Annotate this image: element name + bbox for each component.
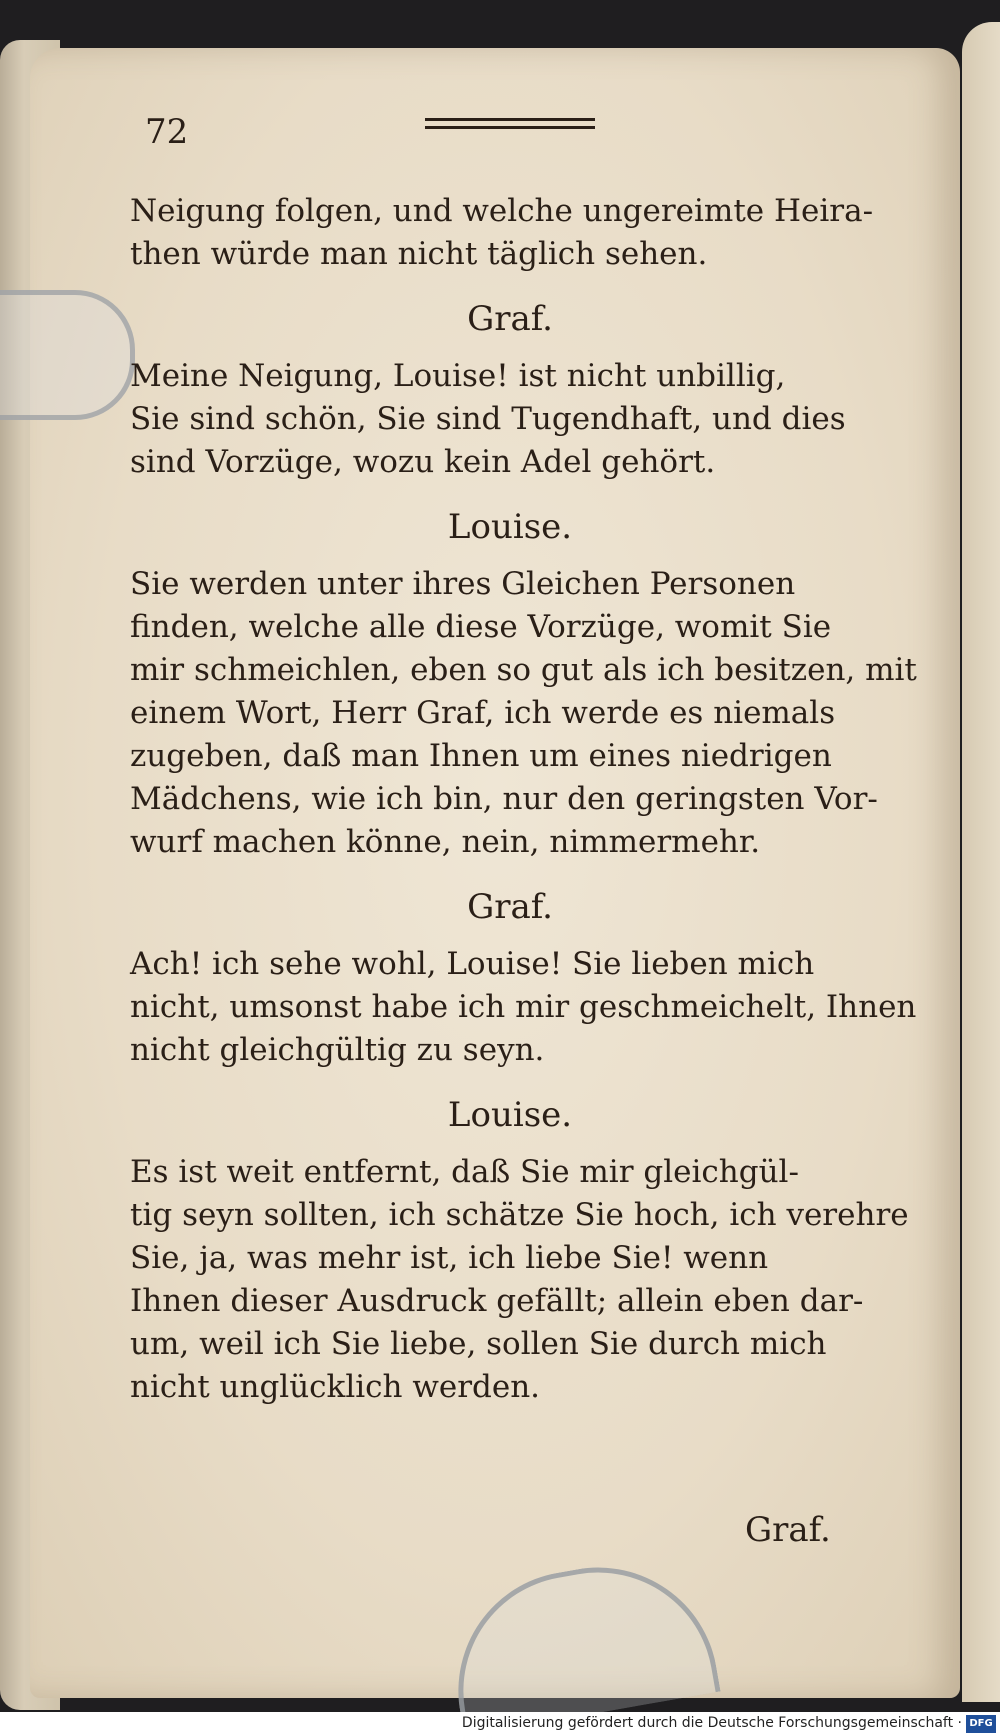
speaker-name: Louise.	[447, 1095, 573, 1135]
text-line: nicht gleichgültig zu seyn.	[130, 1032, 545, 1068]
catchword: Graf.	[745, 1510, 831, 1550]
text-line: nicht unglücklich werden.	[130, 1369, 541, 1405]
next-page-edge	[962, 22, 1000, 1702]
speaker-name: Louise.	[447, 507, 573, 547]
text-line: einem Wort, Herr Graf, ich werde es niemals	[130, 695, 836, 731]
text-line: tig seyn sollten, ich schätze Sie hoch, ich verehre	[130, 1197, 909, 1233]
header-rule-bottom	[425, 126, 595, 129]
text-line: Meine Neigung, Louise! ist nicht unbillig,	[130, 358, 786, 394]
text-line: Mädchens, wie ich bin, nur den geringsten Vor-	[130, 781, 878, 817]
text-line: um, weil ich Sie liebe, sollen Sie durch mich	[130, 1326, 827, 1362]
page-number: 72	[145, 112, 189, 152]
text-line: Neigung folgen, und welche ungereimte Heira-	[130, 193, 874, 229]
text-line: wurf machen könne, nein, nimmermehr.	[130, 824, 761, 860]
speaker-name: Graf.	[467, 299, 553, 339]
text-line: Sie, ja, was mehr ist, ich liebe Sie! wenn	[130, 1240, 769, 1276]
text-line: Sie werden unter ihres Gleichen Personen	[130, 566, 796, 602]
speaker-name: Graf.	[467, 887, 553, 927]
text-line: then würde man nicht täglich sehen.	[130, 236, 708, 272]
text-line: sind Vorzüge, wozu kein Adel gehört.	[130, 444, 716, 480]
page-text	[130, 190, 917, 1409]
text-line: zugeben, daß man Ihnen um eines niedrigen	[130, 738, 832, 774]
dfg-logo-icon: DFG	[966, 1715, 996, 1733]
text-line: nicht, umsonst habe ich mir geschmeichelt, Ihnen	[130, 989, 917, 1025]
text-line: finden, welche alle diese Vorzüge, womit Sie	[130, 609, 832, 645]
text-line: mir schmeichlen, eben so gut als ich besitzen, mit	[130, 652, 917, 688]
page-header	[145, 112, 905, 152]
page-clip-left	[0, 290, 135, 420]
text-line: Es ist weit entfernt, daß Sie mir gleichgül-	[130, 1154, 799, 1190]
text-line: Sie sind schön, Sie sind Tugendhaft, und dies	[130, 401, 846, 437]
footer-credit: Digitalisierung gefördert durch die Deutsche Forschungsgemeinschaft ·	[461, 1715, 962, 1731]
header-rule-top	[425, 118, 595, 121]
footer-bar	[0, 1712, 1000, 1736]
text-line: Ihnen dieser Ausdruck gefällt; allein eben dar-	[130, 1283, 864, 1319]
text-line: Ach! ich sehe wohl, Louise! Sie lieben mich	[130, 946, 815, 982]
